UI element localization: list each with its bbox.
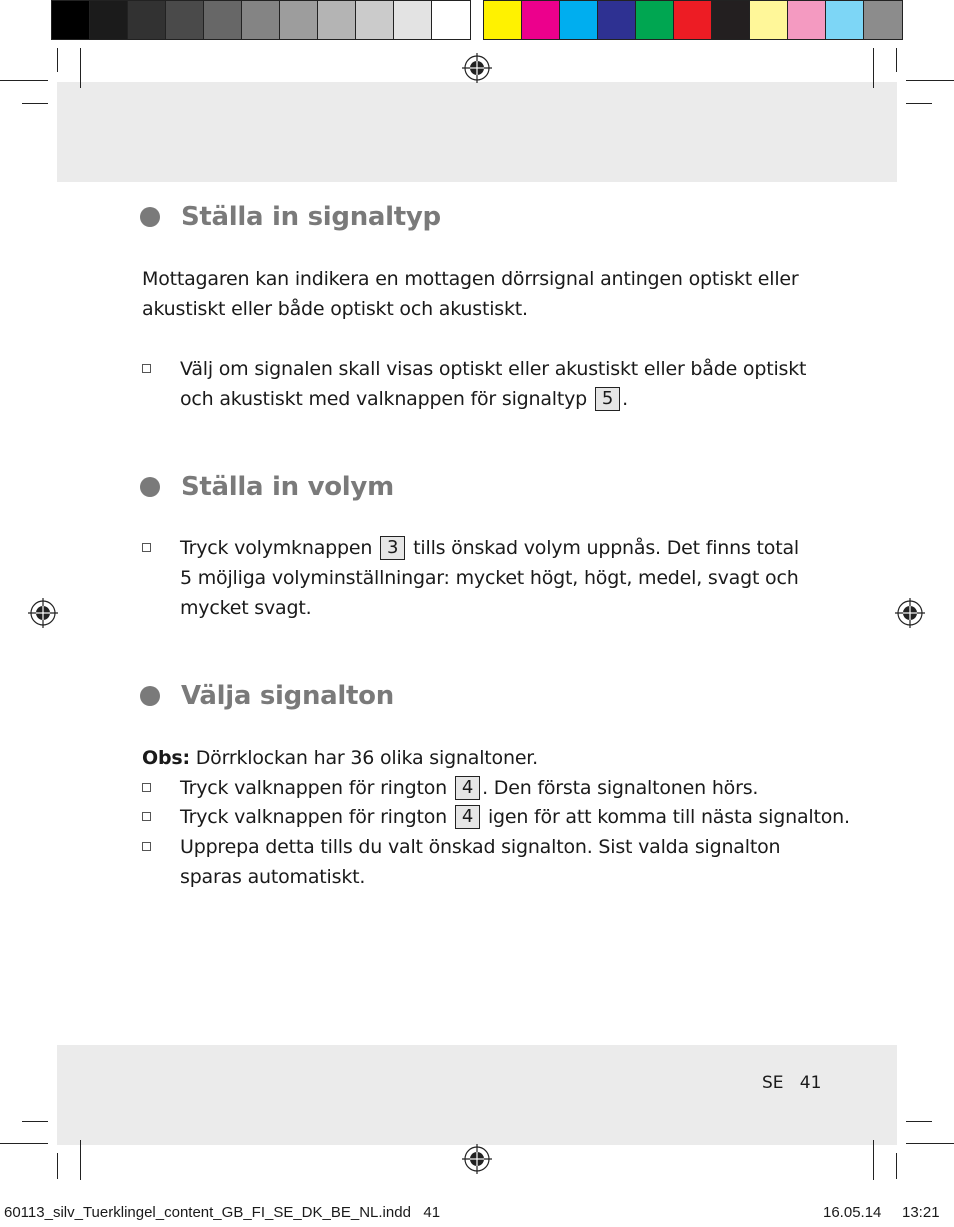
page-number: [762, 1073, 821, 1093]
crop-mark: [22, 1121, 48, 1122]
crop-mark: [80, 1140, 81, 1180]
color-swatch: [52, 1, 90, 39]
page-lang: SE: [762, 1073, 784, 1093]
section-heading-signalton: [140, 681, 394, 711]
color-swatch: [128, 1, 166, 39]
registration-mark-icon: [462, 53, 492, 83]
color-swatch: [636, 1, 674, 39]
footer-time: 13:21: [902, 1204, 940, 1221]
heading-text: Ställa in signaltyp: [181, 202, 441, 232]
item-line: sparas automatiskt.: [180, 866, 366, 888]
crop-mark: [0, 1143, 48, 1144]
crop-mark: [896, 48, 897, 72]
color-swatch: [826, 1, 864, 39]
grayscale-bar: [51, 0, 471, 40]
crop-mark: [57, 48, 58, 72]
color-bar: [483, 0, 903, 40]
color-swatch: [712, 1, 750, 39]
item-text: igen för att komma till nästa signalton.: [487, 806, 850, 828]
color-swatch: [204, 1, 242, 39]
bullet-dot-icon: [140, 686, 160, 706]
note-paragraph: [142, 743, 538, 773]
bullet-dot-icon: [140, 207, 160, 227]
color-swatch: [484, 1, 522, 39]
color-swatch: [674, 1, 712, 39]
intro-paragraph: [142, 264, 799, 324]
color-swatch: [864, 1, 902, 39]
heading-text: Välja signalton: [181, 681, 394, 711]
item-text: Tryck valknappen för rington: [180, 806, 447, 828]
crop-mark: [906, 103, 932, 104]
crop-mark: [906, 80, 954, 81]
paragraph-line: akustiskt eller både optiskt och akustiskt.: [142, 298, 528, 320]
crop-mark: [873, 1140, 874, 1180]
registration-mark-icon: [28, 598, 58, 628]
item-line: [180, 773, 758, 803]
item-text: och akustiskt med valknappen för signaltyp: [180, 388, 588, 410]
crop-mark: [906, 1143, 954, 1144]
bullet-dot-icon: [140, 477, 160, 497]
crop-mark: [22, 103, 48, 104]
item-text: Tryck valknappen för rington: [180, 777, 447, 799]
item-line: Välj om signalen skall visas optiskt eller akustiskt eller både optiskt: [180, 358, 807, 380]
item-text: . Den första signaltonen hörs.: [482, 777, 759, 799]
note-label: Obs:: [142, 747, 190, 769]
footer-band: [57, 1045, 897, 1145]
color-swatch: [598, 1, 636, 39]
item-line: [180, 802, 850, 832]
color-swatch: [522, 1, 560, 39]
color-swatch: [788, 1, 826, 39]
paragraph-line: Mottagaren kan indikera en mottagen dörrsignal antingen optiskt eller: [142, 268, 799, 290]
section-heading-volym: [140, 472, 394, 502]
color-swatch: [560, 1, 598, 39]
item-line: 5 möjliga volyminställningar: mycket högt, högt, medel, svagt och: [180, 567, 799, 589]
checkbox-bullet-icon: [142, 812, 151, 821]
header-band: [57, 82, 897, 182]
color-swatch: [318, 1, 356, 39]
key-label-ringtone: 4: [455, 776, 480, 800]
footer-date: 16.05.14: [823, 1204, 882, 1221]
item-line: [180, 384, 806, 414]
crop-mark: [57, 1153, 58, 1179]
section-heading-signaltyp: [140, 202, 441, 232]
checkbox-bullet-icon: [142, 543, 151, 552]
note-text: Dörrklockan har 36 olika signaltoner.: [195, 747, 539, 769]
checkbox-bullet-icon: [142, 364, 151, 373]
page-num: 41: [799, 1073, 822, 1093]
footer-filename: 60113_silv_Tuerklingel_content_GB_FI_SE_DK_BE_NL.indd 41: [4, 1204, 441, 1221]
item-text: .: [622, 388, 628, 410]
color-swatch: [394, 1, 432, 39]
color-swatch: [432, 1, 470, 39]
color-swatch: [750, 1, 788, 39]
checkbox-bullet-icon: [142, 842, 151, 851]
checkbox-bullet-icon: [142, 783, 151, 792]
item-text: tills önskad volym uppnås. Det finns total: [413, 537, 799, 559]
registration-mark-icon: [895, 598, 925, 628]
registration-mark-icon: [462, 1144, 492, 1174]
key-label-signaltype: 5: [595, 387, 620, 411]
heading-text: Ställa in volym: [181, 472, 394, 502]
item-text: Tryck volymknappen: [180, 537, 373, 559]
crop-mark: [906, 1121, 932, 1122]
item-line: [180, 533, 799, 563]
item-line: Upprepa detta tills du valt önskad signalton. Sist valda signalton: [180, 836, 781, 858]
key-label-volume: 3: [380, 536, 405, 560]
color-swatch: [90, 1, 128, 39]
key-label-ringtone: 4: [455, 805, 480, 829]
crop-mark: [873, 48, 874, 88]
color-swatch: [166, 1, 204, 39]
crop-mark: [896, 1153, 897, 1179]
color-swatch: [280, 1, 318, 39]
color-swatch: [242, 1, 280, 39]
crop-mark: [0, 80, 48, 81]
crop-mark: [80, 48, 81, 88]
color-swatch: [356, 1, 394, 39]
item-line: mycket svagt.: [180, 597, 312, 619]
